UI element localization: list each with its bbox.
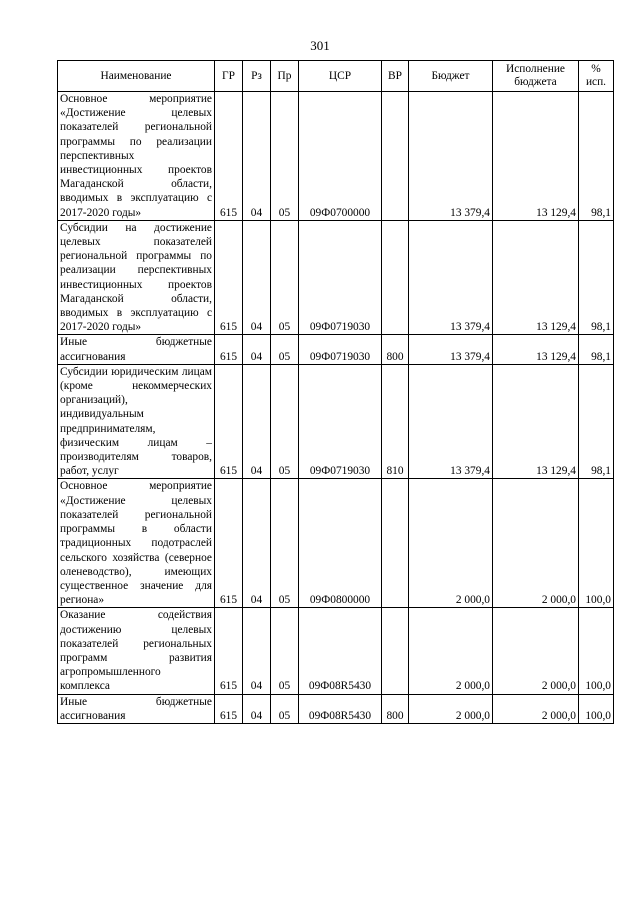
row-gr: 615 — [215, 92, 243, 221]
column-header-pr: Пр — [271, 61, 299, 92]
row-pr: 05 — [271, 92, 299, 221]
row-gr: 615 — [215, 694, 243, 723]
row-budget: 2 000,0 — [409, 694, 493, 723]
column-header-percent: % исп. — [579, 61, 614, 92]
row-budget: 13 379,4 — [409, 220, 493, 335]
row-vr — [382, 479, 409, 608]
table-row — [58, 694, 614, 723]
row-execution: 13 129,4 — [493, 335, 579, 364]
row-gr: 615 — [215, 335, 243, 364]
row-pr: 05 — [271, 694, 299, 723]
row-vr — [382, 608, 409, 694]
budget-table — [57, 60, 614, 724]
row-pr: 05 — [271, 364, 299, 479]
column-header-csr: ЦСР — [299, 61, 382, 92]
row-rz: 04 — [243, 694, 271, 723]
row-rz: 04 — [243, 364, 271, 479]
row-percent: 100,0 — [579, 608, 614, 694]
row-csr: 09Ф08R5430 — [299, 608, 382, 694]
row-percent: 100,0 — [579, 479, 614, 608]
row-budget: 2 000,0 — [409, 479, 493, 608]
table-row — [58, 608, 614, 694]
table-row — [58, 220, 614, 335]
row-execution: 2 000,0 — [493, 608, 579, 694]
row-budget: 13 379,4 — [409, 364, 493, 479]
row-csr: 09Ф0719030 — [299, 335, 382, 364]
row-percent: 98,1 — [579, 220, 614, 335]
row-rz: 04 — [243, 479, 271, 608]
row-gr: 615 — [215, 479, 243, 608]
row-percent: 100,0 — [579, 694, 614, 723]
row-csr: 09Ф08R5430 — [299, 694, 382, 723]
row-execution: 13 129,4 — [493, 220, 579, 335]
row-rz: 04 — [243, 92, 271, 221]
row-name: Субсидии на достижение целевых показателей региональной программы по реализации перспективных инвестиционных проектов Магаданской области, вводимых в эксплуатацию с 2017-2020 годы» — [58, 220, 215, 335]
row-vr: 800 — [382, 335, 409, 364]
row-gr: 615 — [215, 220, 243, 335]
row-pr: 05 — [271, 335, 299, 364]
row-name: Основное мероприятие «Достижение целевых показателей региональной программы по реализации перспективных инвестиционных проектов Магаданской области, вводимых в эксплуатацию с 2017-2020 годы» — [58, 92, 215, 221]
row-csr: 09Ф0800000 — [299, 479, 382, 608]
row-gr: 615 — [215, 608, 243, 694]
row-budget: 2 000,0 — [409, 608, 493, 694]
table-row — [58, 364, 614, 479]
row-name: Субсидии юридическим лицам (кроме некоммерческих организаций), индивидуальным предпринимателям, физическим лицам – производителям товаров, работ, услуг — [58, 364, 215, 479]
row-pr: 05 — [271, 608, 299, 694]
row-name: Основное мероприятие «Достижение целевых показателей региональной программы в области традиционных подотраслей сельского хозяйства (северное оленеводство), имеющих существенное значение для региона» — [58, 479, 215, 608]
row-percent: 98,1 — [579, 364, 614, 479]
row-csr: 09Ф0719030 — [299, 220, 382, 335]
column-header-name: Наименование — [58, 61, 215, 92]
row-name: Оказание содействия достижению целевых показателей региональных программ развития агропромышленного комплекса — [58, 608, 215, 694]
row-execution: 13 129,4 — [493, 92, 579, 221]
column-header-vr: ВР — [382, 61, 409, 92]
page-number: 301 — [310, 38, 330, 53]
row-vr — [382, 220, 409, 335]
row-rz: 04 — [243, 220, 271, 335]
row-pr: 05 — [271, 479, 299, 608]
row-rz: 04 — [243, 335, 271, 364]
row-percent: 98,1 — [579, 92, 614, 221]
row-execution: 2 000,0 — [493, 694, 579, 723]
row-vr: 800 — [382, 694, 409, 723]
row-budget: 13 379,4 — [409, 335, 493, 364]
row-rz: 04 — [243, 608, 271, 694]
column-header-rz: Рз — [243, 61, 271, 92]
row-name: Иные бюджетные ассигнования — [58, 335, 215, 364]
row-name: Иные бюджетные ассигнования — [58, 694, 215, 723]
row-gr: 615 — [215, 364, 243, 479]
row-percent: 98,1 — [579, 335, 614, 364]
row-csr: 09Ф0700000 — [299, 92, 382, 221]
column-header-gr: ГР — [215, 61, 243, 92]
column-header-budget: Бюджет — [409, 61, 493, 92]
row-pr: 05 — [271, 220, 299, 335]
table-header-row — [58, 61, 614, 92]
row-execution: 13 129,4 — [493, 364, 579, 479]
row-vr: 810 — [382, 364, 409, 479]
table-row — [58, 92, 614, 221]
table-row — [58, 335, 614, 364]
table-row — [58, 479, 614, 608]
column-header-execution: Исполнение бюджета — [493, 61, 579, 92]
row-csr: 09Ф0719030 — [299, 364, 382, 479]
row-execution: 2 000,0 — [493, 479, 579, 608]
row-budget: 13 379,4 — [409, 92, 493, 221]
row-vr — [382, 92, 409, 221]
